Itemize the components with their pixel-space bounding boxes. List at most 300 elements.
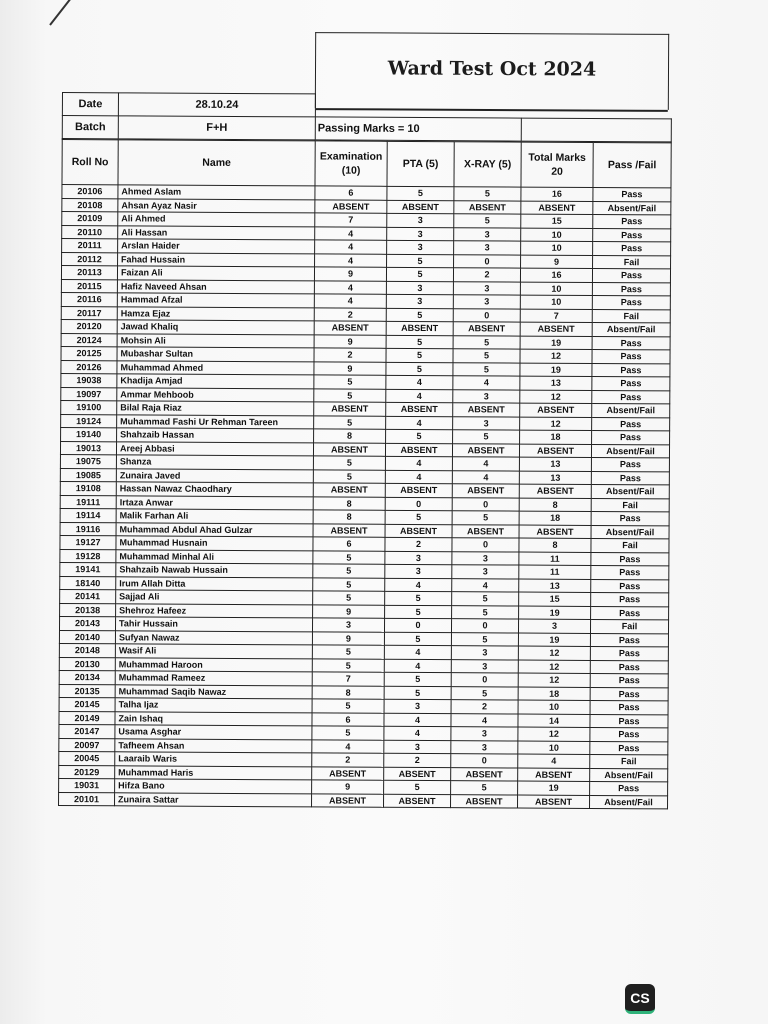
date-label: Date <box>62 93 118 116</box>
xray-cell: 0 <box>451 619 518 633</box>
name-cell: Malik Farhan Ali <box>116 509 313 524</box>
examination-cell: ABSENT <box>313 442 385 456</box>
xray-cell: 5 <box>453 349 520 363</box>
marks-table-body <box>59 185 671 809</box>
pta-cell: ABSENT <box>385 524 452 538</box>
name-cell: Tafheem Ahsan <box>115 738 312 753</box>
meta-spacer <box>521 95 671 119</box>
name-cell: Zunaira Javed <box>116 468 313 483</box>
examination-cell: 6 <box>313 537 385 551</box>
examination-cell: 9 <box>312 631 384 645</box>
result-cell: Absent/Fail <box>590 768 668 782</box>
examination-cell: 5 <box>312 726 384 740</box>
roll-no-cell: 20143 <box>59 616 115 630</box>
total-cell: 18 <box>518 687 590 701</box>
total-cell: 12 <box>518 646 590 660</box>
header-row <box>62 140 671 188</box>
xray-cell: 3 <box>451 740 518 754</box>
result-cell: Pass <box>590 660 668 674</box>
pta-cell: 4 <box>386 389 453 403</box>
total-cell: ABSENT <box>520 403 592 417</box>
examination-cell: 2 <box>314 307 386 321</box>
document-title: Ward Test Oct 2024 <box>387 57 597 81</box>
total-cell: 11 <box>519 565 591 579</box>
xray-cell: ABSENT <box>451 767 518 781</box>
roll-no-cell: 20106 <box>62 185 118 199</box>
roll-no-cell: 19116 <box>60 522 116 536</box>
total-cell: 15 <box>521 214 593 228</box>
meta-spacer <box>315 94 521 118</box>
xray-cell: ABSENT <box>452 443 519 457</box>
name-cell: Muhammad Haris <box>115 765 312 780</box>
roll-no-cell: 20135 <box>59 684 115 698</box>
result-cell: Absent/Fail <box>592 322 670 336</box>
pta-cell: 5 <box>386 335 453 349</box>
pta-cell: 3 <box>387 227 454 241</box>
name-cell: Shanza <box>116 455 313 470</box>
total-cell: 18 <box>519 511 591 525</box>
result-cell: Pass <box>592 376 670 390</box>
name-cell: Muhammad Husnain <box>116 536 313 551</box>
xray-cell: ABSENT <box>454 200 521 214</box>
roll-no-cell: 20125 <box>61 346 117 360</box>
pta-cell: 5 <box>386 308 453 322</box>
xray-cell: 3 <box>453 416 520 430</box>
xray-cell: 3 <box>453 281 520 295</box>
result-cell: Pass <box>592 417 670 431</box>
camscanner-logo-icon: CS <box>625 984 655 1014</box>
examination-cell: 7 <box>315 213 387 227</box>
xray-cell: ABSENT <box>453 322 520 336</box>
result-cell: Pass <box>590 646 668 660</box>
roll-no-cell: 20108 <box>62 198 118 212</box>
xray-cell: 2 <box>451 700 518 714</box>
xray-cell: 3 <box>452 551 519 565</box>
batch-value: F+H <box>118 116 315 140</box>
total-cell: 14 <box>518 714 590 728</box>
pta-cell: 3 <box>386 294 453 308</box>
pta-cell: 5 <box>385 605 452 619</box>
examination-cell: 2 <box>314 348 386 362</box>
pta-cell: 0 <box>385 497 452 511</box>
total-cell: 18 <box>520 430 592 444</box>
roll-no-cell: 20097 <box>59 738 115 752</box>
examination-cell: 9 <box>314 334 386 348</box>
roll-no-cell: 20112 <box>62 252 118 266</box>
xray-cell: 0 <box>454 254 521 268</box>
name-cell: Faizan Ali <box>117 266 314 281</box>
total-cell: 13 <box>519 579 591 593</box>
roll-no-cell: 19127 <box>60 535 116 549</box>
result-cell: Fail <box>590 619 668 633</box>
xray-cell: 5 <box>454 187 521 201</box>
date-value: 28.10.24 <box>118 93 315 117</box>
col-header-pta: PTA (5) <box>387 141 454 186</box>
total-cell: 12 <box>518 660 590 674</box>
result-cell: Pass <box>590 687 668 701</box>
xray-cell: 3 <box>453 295 520 309</box>
roll-no-cell: 19140 <box>61 427 117 441</box>
total-cell: 16 <box>521 187 593 201</box>
name-cell: Wasif Ali <box>115 644 312 659</box>
result-cell: Absent/Fail <box>592 403 670 417</box>
name-cell: Muhammad Ahmed <box>117 360 314 375</box>
name-cell: Jawad Khaliq <box>117 320 314 335</box>
roll-no-cell: 20111 <box>62 239 118 253</box>
name-cell: Fahad Hussain <box>118 252 315 267</box>
xray-cell: 5 <box>452 592 519 606</box>
examination-cell: 5 <box>313 591 385 605</box>
xray-cell: 4 <box>453 376 520 390</box>
xray-cell: 3 <box>454 241 521 255</box>
result-cell: Fail <box>591 538 669 552</box>
xray-cell: 0 <box>452 538 519 552</box>
total-cell: 13 <box>519 471 591 485</box>
examination-cell: 4 <box>315 226 387 240</box>
xray-cell: ABSENT <box>452 524 519 538</box>
xray-cell: 3 <box>453 389 520 403</box>
xray-cell: 3 <box>454 227 521 241</box>
xray-cell: 5 <box>453 335 520 349</box>
total-cell: 16 <box>520 268 592 282</box>
result-cell: Pass <box>593 241 671 255</box>
total-cell: ABSENT <box>519 444 591 458</box>
xray-cell: 5 <box>451 781 518 795</box>
result-cell: Absent/Fail <box>591 525 669 539</box>
examination-cell: 5 <box>313 469 385 483</box>
examination-cell: 5 <box>313 577 385 591</box>
xray-cell: ABSENT <box>451 794 518 808</box>
roll-no-cell: 20045 <box>59 751 115 765</box>
name-cell: Hamza Ejaz <box>117 306 314 321</box>
pta-cell: 5 <box>386 267 453 281</box>
roll-no-cell: 20110 <box>62 225 118 239</box>
examination-cell: 4 <box>315 253 387 267</box>
roll-no-cell: 20149 <box>59 711 115 725</box>
name-cell: Hammad Afzal <box>117 293 314 308</box>
examination-cell: 6 <box>312 712 384 726</box>
xray-cell: 4 <box>452 578 519 592</box>
marks-table <box>58 139 672 809</box>
examination-cell: 8 <box>313 496 385 510</box>
pta-cell: 2 <box>384 753 451 767</box>
roll-no-cell: 19031 <box>59 778 115 792</box>
name-cell: Sajjad Ali <box>116 590 313 605</box>
total-cell: ABSENT <box>519 484 591 498</box>
examination-cell: ABSENT <box>312 793 384 807</box>
pta-cell: ABSENT <box>387 200 454 214</box>
name-cell: Zain Ishaq <box>115 711 312 726</box>
total-cell: 19 <box>518 633 590 647</box>
pta-cell: 4 <box>384 645 451 659</box>
examination-cell: ABSENT <box>315 199 387 213</box>
pta-cell: 5 <box>385 510 452 524</box>
xray-cell: 5 <box>451 686 518 700</box>
examination-cell: 5 <box>312 699 384 713</box>
passing-marks: Passing Marks = 10 <box>315 117 521 141</box>
pta-cell: 4 <box>385 578 452 592</box>
total-cell: 12 <box>520 349 592 363</box>
result-cell: Pass <box>590 633 668 647</box>
pta-cell: 5 <box>386 348 453 362</box>
pta-cell: ABSENT <box>385 483 452 497</box>
xray-cell: ABSENT <box>452 484 519 498</box>
name-cell: Irum Allah Ditta <box>116 576 313 591</box>
examination-cell: 4 <box>312 739 384 753</box>
roll-no-cell: 20116 <box>61 292 117 306</box>
col-header-xray: X-RAY (5) <box>454 142 521 187</box>
examination-cell: 9 <box>314 361 386 375</box>
name-cell: Hassan Nawaz Chaodhary <box>116 482 313 497</box>
name-cell: Ahmed Aslam <box>118 185 315 200</box>
examination-cell: 5 <box>312 645 384 659</box>
roll-no-cell: 20140 <box>59 630 115 644</box>
result-cell: Fail <box>592 309 670 323</box>
total-cell: 8 <box>519 538 591 552</box>
total-cell: 7 <box>520 309 592 323</box>
total-cell: 19 <box>520 336 592 350</box>
examination-cell: 5 <box>313 550 385 564</box>
roll-no-cell: 19124 <box>61 414 117 428</box>
xray-cell: 4 <box>452 470 519 484</box>
xray-cell: 5 <box>452 605 519 619</box>
name-cell: Mohsin Ali <box>117 333 314 348</box>
result-cell: Pass <box>592 363 670 377</box>
result-cell: Pass <box>590 673 668 687</box>
name-cell: Ali Ahmed <box>118 212 315 227</box>
roll-no-cell: 20124 <box>61 333 117 347</box>
total-cell: 12 <box>518 673 590 687</box>
roll-no-cell: 19108 <box>60 481 116 495</box>
pta-cell: 4 <box>385 456 452 470</box>
col-header-result: Pass /Fail <box>593 142 671 187</box>
pta-cell: 2 <box>385 537 452 551</box>
pta-cell: 5 <box>384 672 451 686</box>
name-cell: Laaraib Waris <box>115 752 312 767</box>
pta-cell: 5 <box>384 632 451 646</box>
total-cell: 4 <box>518 754 590 768</box>
examination-cell: 6 <box>315 186 387 200</box>
roll-no-cell: 19114 <box>60 508 116 522</box>
pta-cell: ABSENT <box>384 794 451 808</box>
name-cell: Shahzaib Hassan <box>117 428 314 443</box>
result-cell: Pass <box>592 282 670 296</box>
name-cell: Muhammad Minhal Ali <box>116 549 313 564</box>
pta-cell: 5 <box>387 186 454 200</box>
pta-cell: 5 <box>384 686 451 700</box>
roll-no-cell: 20113 <box>61 266 117 280</box>
pta-cell: 4 <box>386 416 453 430</box>
pta-cell: ABSENT <box>384 767 451 781</box>
name-cell: Muhammad Haroon <box>115 657 312 672</box>
total-cell: 19 <box>519 606 591 620</box>
pta-cell: ABSENT <box>386 402 453 416</box>
roll-no-cell: 20134 <box>59 670 115 684</box>
roll-no-cell: 19013 <box>60 441 116 455</box>
roll-no-cell: 19141 <box>60 562 116 576</box>
result-cell: Absent/Fail <box>590 795 668 809</box>
name-cell: Hifza Bano <box>115 779 312 794</box>
roll-no-cell: 20147 <box>59 724 115 738</box>
result-cell: Absent/Fail <box>591 444 669 458</box>
total-cell: ABSENT <box>518 795 590 809</box>
name-cell: Areej Abbasi <box>116 441 313 456</box>
examination-cell: 4 <box>314 280 386 294</box>
examination-cell: 8 <box>314 429 386 443</box>
result-cell: Pass <box>592 295 670 309</box>
pta-cell: 3 <box>384 699 451 713</box>
examination-cell: 5 <box>314 375 386 389</box>
xray-cell: 3 <box>451 646 518 660</box>
name-cell: Shehroz Hafeez <box>116 603 313 618</box>
xray-cell: 5 <box>453 362 520 376</box>
roll-no-cell: 19075 <box>60 454 116 468</box>
total-cell: ABSENT <box>519 525 591 539</box>
examination-cell: 5 <box>313 564 385 578</box>
total-cell: 10 <box>520 282 592 296</box>
pta-cell: 5 <box>384 780 451 794</box>
xray-cell: 5 <box>454 214 521 228</box>
name-cell: Muhammad Fashi Ur Rehman Tareen <box>117 414 314 429</box>
examination-cell: ABSENT <box>312 766 384 780</box>
name-cell: Bilal Raja Riaz <box>117 401 314 416</box>
name-cell: Khadija Amjad <box>117 374 314 389</box>
xray-cell: 4 <box>452 457 519 471</box>
pta-cell: 0 <box>384 618 451 632</box>
xray-cell: 5 <box>453 430 520 444</box>
result-cell: Absent/Fail <box>591 484 669 498</box>
total-cell: 10 <box>521 241 593 255</box>
total-cell: 9 <box>521 255 593 269</box>
roll-no-cell: 19085 <box>60 468 116 482</box>
total-cell: ABSENT <box>521 201 593 215</box>
name-cell: Irtaza Anwar <box>116 495 313 510</box>
result-cell: Pass <box>592 390 670 404</box>
pta-cell: 3 <box>385 551 452 565</box>
meta-table <box>62 92 672 142</box>
examination-cell: 7 <box>312 672 384 686</box>
xray-cell: 0 <box>451 754 518 768</box>
xray-cell: 3 <box>451 659 518 673</box>
pta-cell: 5 <box>385 591 452 605</box>
result-cell: Pass <box>591 511 669 525</box>
total-cell: 10 <box>521 228 593 242</box>
name-cell: Usama Asghar <box>115 725 312 740</box>
name-cell: Muhammad Saqib Nawaz <box>115 684 312 699</box>
result-cell: Pass <box>590 700 668 714</box>
name-cell: Muhammad Rameez <box>115 671 312 686</box>
date-row <box>62 93 671 119</box>
total-cell: 13 <box>520 376 592 390</box>
examination-cell: 2 <box>312 753 384 767</box>
pen-mark <box>49 0 74 26</box>
pta-cell: 3 <box>385 564 452 578</box>
total-cell: 10 <box>520 295 592 309</box>
examination-cell: 5 <box>314 388 386 402</box>
pta-cell: 5 <box>386 429 453 443</box>
xray-cell: 3 <box>452 565 519 579</box>
result-cell: Fail <box>593 255 671 269</box>
result-cell: Pass <box>593 214 671 228</box>
examination-cell: 8 <box>312 685 384 699</box>
examination-cell: 5 <box>312 658 384 672</box>
name-cell: Muhammad Abdul Ahad Gulzar <box>116 522 313 537</box>
xray-cell: 4 <box>451 713 518 727</box>
batch-label: Batch <box>62 116 118 139</box>
xray-cell: 5 <box>452 511 519 525</box>
pta-cell: 4 <box>386 375 453 389</box>
roll-no-cell: 20126 <box>61 360 117 374</box>
result-cell: Pass <box>591 457 669 471</box>
result-cell: Pass <box>591 471 669 485</box>
roll-no-cell: 20130 <box>59 657 115 671</box>
result-cell: Absent/Fail <box>593 201 671 215</box>
examination-cell: ABSENT <box>313 523 385 537</box>
roll-no-cell: 20115 <box>61 279 117 293</box>
xray-cell: 3 <box>451 727 518 741</box>
name-cell: Talha Ijaz <box>115 698 312 713</box>
xray-cell: 0 <box>452 497 519 511</box>
result-cell: Pass <box>590 714 668 728</box>
result-cell: Pass <box>590 741 668 755</box>
xray-cell: 0 <box>451 673 518 687</box>
examination-cell: 5 <box>313 456 385 470</box>
result-cell: Pass <box>593 187 671 201</box>
pta-cell: 5 <box>386 362 453 376</box>
col-header-examination: Examination (10) <box>315 141 387 186</box>
result-cell: Pass <box>591 592 669 606</box>
examination-cell: ABSENT <box>313 483 385 497</box>
total-cell: 12 <box>518 727 590 741</box>
name-cell: Ali Hassan <box>118 225 315 240</box>
total-cell: 10 <box>518 741 590 755</box>
pta-cell: ABSENT <box>386 321 453 335</box>
name-cell: Tahir Hussain <box>115 617 312 632</box>
result-cell: Pass <box>591 552 669 566</box>
roll-no-cell: 20109 <box>62 212 118 226</box>
pta-cell: 4 <box>385 470 452 484</box>
total-cell: 12 <box>520 417 592 431</box>
batch-row <box>62 116 671 142</box>
roll-no-cell: 20148 <box>59 643 115 657</box>
total-cell: 8 <box>519 498 591 512</box>
roll-no-cell: 18140 <box>60 576 116 590</box>
total-cell: 15 <box>519 592 591 606</box>
total-cell: 12 <box>520 390 592 404</box>
examination-cell: 8 <box>313 510 385 524</box>
col-header-name: Name <box>118 140 315 186</box>
examination-cell: 4 <box>314 294 386 308</box>
examination-cell: 9 <box>313 604 385 618</box>
total-cell: 13 <box>519 457 591 471</box>
name-cell: Sufyan Nawaz <box>115 630 312 645</box>
result-cell: Pass <box>593 228 671 242</box>
name-cell: Mubashar Sultan <box>117 347 314 362</box>
name-cell: Arslan Haider <box>118 239 315 254</box>
result-sheet <box>58 92 672 809</box>
total-cell: 10 <box>518 700 590 714</box>
name-cell: Ahsan Ayaz Nasir <box>118 198 315 213</box>
roll-no-cell: 19097 <box>61 387 117 401</box>
meta-empty-cell <box>521 118 671 142</box>
roll-no-cell: 19128 <box>60 549 116 563</box>
result-cell: Pass <box>592 268 670 282</box>
roll-no-cell: 19038 <box>61 373 117 387</box>
roll-no-cell: 20120 <box>61 319 117 333</box>
xray-cell: 0 <box>453 308 520 322</box>
total-cell: ABSENT <box>520 322 592 336</box>
result-cell: Fail <box>590 754 668 768</box>
